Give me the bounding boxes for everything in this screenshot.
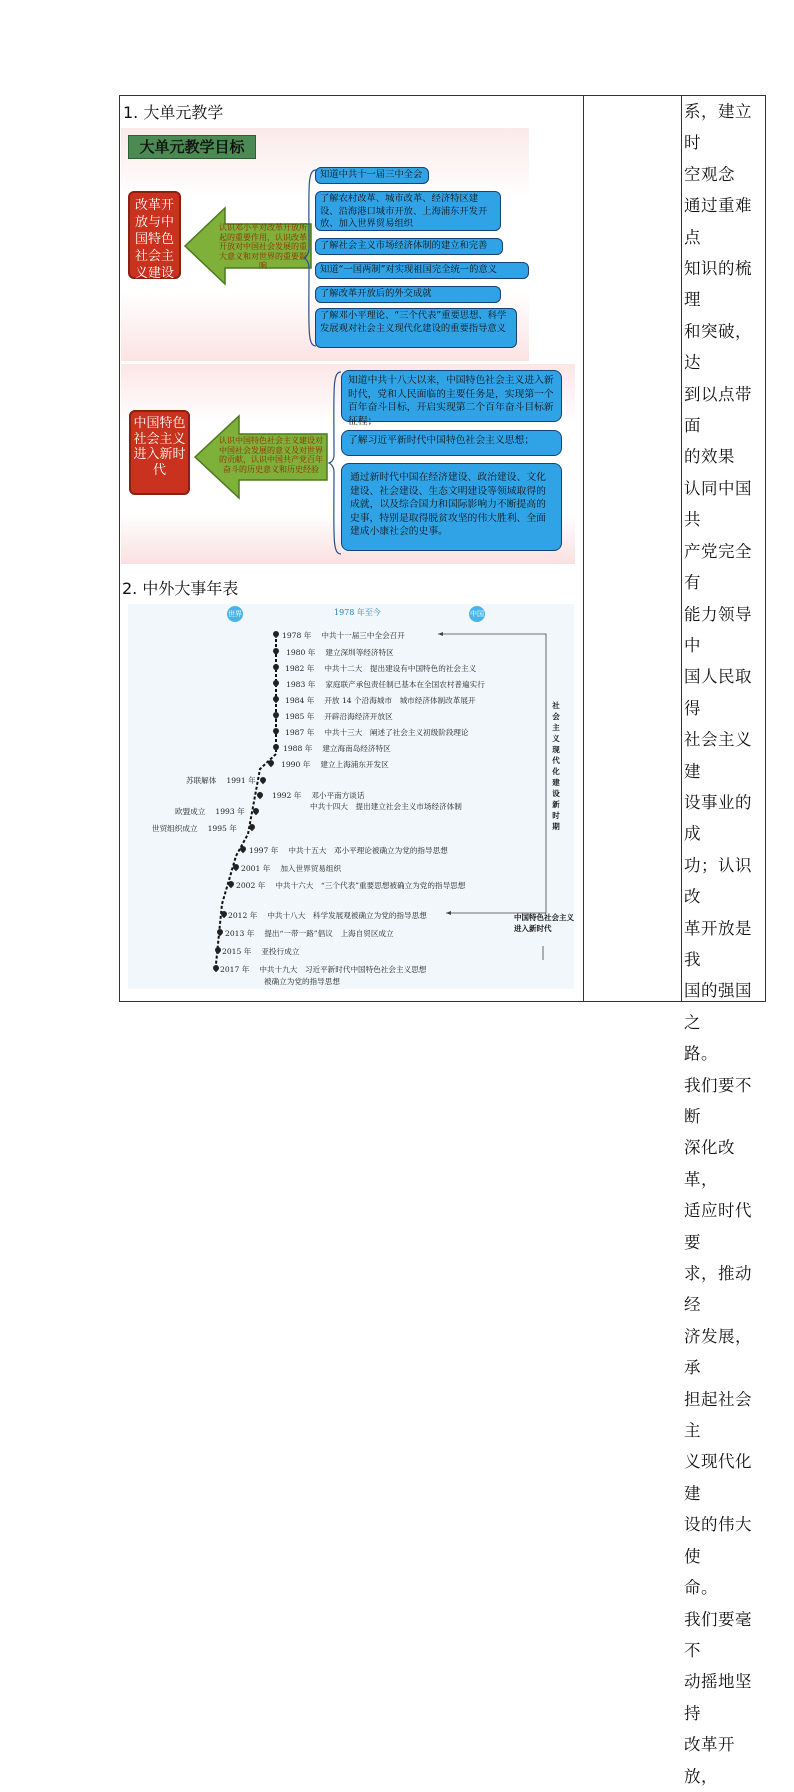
goal-item: 了解农村改革、城市改革、经济特区建设、沿海港口城市开放、上海浦东开发开放、加入世界贸易组织 — [315, 191, 501, 231]
timeline-event: 1992 年 邓小平南方谈话 — [272, 791, 365, 800]
timeline-event: 2002 年 中共十六大 “三个代表”重要思想被确立为党的指导思想 — [236, 881, 466, 890]
timeline-event: 1980 年 建立深圳等经济特区 — [286, 648, 394, 657]
timeline-event: 1997 年 中共十五大 邓小平理论被确立为党的指导思想 — [249, 846, 448, 855]
right-line: 空观念 — [684, 164, 735, 184]
china-head-badge: 中国 — [469, 606, 485, 622]
right-line: 动摇地坚持 — [684, 1672, 752, 1723]
new-era-label: 中国特色社会主义进入新时代 — [514, 913, 574, 933]
right-line: 革开放是我 — [684, 918, 752, 969]
world-event: 欧盟成立 1993 年 — [175, 807, 245, 816]
arrow-text: 认识邓小平对改革开放所起的重要作用，认识改革开放对中国社会发展的重大意义和对世界的重要影响 — [219, 223, 307, 270]
right-line: 设事业的成 — [684, 792, 752, 844]
right-line: 国的强国之 — [684, 981, 752, 1032]
right-line: 功；认识改 — [684, 855, 752, 907]
section-title-timeline: 2. 中外大事年表 — [122, 579, 239, 598]
timeline-event: 2001 年 加入世界贸易组织 — [241, 864, 342, 873]
right-line: 产党完全有 — [684, 541, 752, 593]
timeline-event: 1987 年 中共十三大 阐述了社会主义初级阶段理论 — [285, 728, 469, 737]
right-line: 路。 — [684, 1044, 718, 1064]
timeline-event: 1978 年 中共十一届三中全会召开 — [282, 631, 405, 640]
right-line: 系，建立时 — [684, 102, 752, 153]
right-line: 改革开放， — [684, 1735, 735, 1786]
goal-item: 知道中共十一届三中全会 — [315, 167, 429, 184]
right-line: 适应时代要 — [684, 1201, 752, 1252]
world-event: 苏联解体 1991 年 — [186, 776, 256, 785]
timeline-event: 1984 年 开放 14 个沿海城市 城市经济体制改革展开 — [285, 696, 476, 705]
goal-item: 了解习近平新时代中国特色社会主义思想； — [341, 430, 562, 456]
right-line: 义现代化建 — [684, 1452, 752, 1503]
timeline-event-line2: 中共十四大 提出建立社会主义市场经济体制 — [310, 802, 462, 811]
goal-item: 了解邓小平理论、“三个代表”重要思想、科学发展观对社会主义现代化建设的重要指导意义 — [315, 308, 517, 348]
section-title-unit: 1. 大单元教学 — [123, 103, 224, 122]
brace-shape — [328, 370, 342, 556]
right-line: 和突破，达 — [684, 321, 752, 373]
right-line: 能力领导中 — [684, 604, 752, 655]
right-line: 求，推动经 — [684, 1264, 752, 1315]
timeline-event: 2013 年 提出“一带一路”倡议 上海自贸区成立 — [225, 929, 394, 938]
right-line: 国人民取得 — [684, 667, 752, 718]
goal-item: 了解改革开放后的外交成就 — [315, 286, 501, 303]
red-label-box: 改革开放与中国特色社会主义建设 — [128, 191, 181, 279]
right-line: 深化改革， — [684, 1138, 735, 1189]
timeline-event: 2012 年 中共十八大 科学发展观被确立为党的指导思想 — [228, 911, 427, 920]
timeline-event: 1983 年 家庭联产承包责任制已基本在全国农村普遍实行 — [286, 680, 485, 689]
right-line: 知识的梳理 — [684, 259, 752, 310]
world-event: 世贸组织成立 1995 年 — [152, 824, 237, 833]
right-line: 设的伟大使 — [684, 1515, 752, 1566]
goals-panel-2 — [121, 364, 575, 564]
red-label-box: 中国特色社会主义进入新时代 — [129, 410, 190, 495]
right-line: 社会主义建 — [684, 730, 752, 781]
right-line: 的效果 — [684, 447, 735, 467]
right-line: 我们要毫不 — [684, 1609, 752, 1660]
right-line: 命。 — [684, 1578, 718, 1598]
timeline-event: 2017 年 中共十九大 习近平新时代中国特色社会主义思想 — [220, 965, 427, 974]
goal-item: 了解社会主义市场经济体制的建立和完善 — [315, 238, 503, 255]
world-head-badge: 世界 — [227, 606, 243, 622]
timeline-event: 1982 年 中共十二大 提出建设有中国特色的社会主义 — [285, 664, 477, 673]
right-line: 认同中国共 — [684, 478, 752, 530]
timeline-period: 1978 年至今 — [334, 608, 381, 617]
timeline-event-line2: 被确立为党的指导思想 — [264, 977, 340, 986]
goal-item: 知道“一国两制”对实现祖国完全统一的意义 — [315, 262, 529, 279]
timeline-event: 1985 年 开辟沿海经济开放区 — [285, 712, 393, 721]
right-line: 担起社会主 — [684, 1389, 752, 1441]
right-line: 济发展，承 — [684, 1326, 752, 1378]
goal-item: 通过新时代中国在经济建设、政治建设、文化建设、社会建设、生态文明建设等领域取得的成就，以及综合国力和国际影响力不断提高的史事，特别是取得脱贫攻坚的伟大胜利、全面建成小康社会的史事。 — [341, 463, 562, 551]
timeline-figure — [128, 604, 574, 989]
goals-panel-1 — [121, 128, 529, 361]
timeline-event: 1988 年 建立海南岛经济特区 — [283, 744, 391, 753]
goals-header: 大单元教学目标 — [128, 135, 256, 159]
right-line: 通过重难点 — [684, 196, 752, 247]
timeline-event: 2015 年 亚投行成立 — [222, 947, 300, 956]
right-column-text — [682, 96, 768, 1792]
bracket-label: 社会主义现代化建设新时期 — [552, 701, 560, 831]
right-line: 我们要不断 — [684, 1075, 752, 1126]
column-divider — [583, 96, 584, 1001]
right-line: 到以点带面 — [684, 384, 752, 436]
arrow-text: 认识中国特色社会主义建设对中国社会发展的意义及对世界的贡献，认识中国共产党百年奋斗的历史意义和历史经验 — [219, 436, 323, 474]
goal-item: 知道中共十八大以来，中国特色社会主义进入新时代，党和人民面临的主要任务是，实现第一个百年奋斗目标，开启实现第二个百年奋斗目标新征程； — [341, 370, 562, 422]
timeline-event: 1990 年 建立上海浦东开发区 — [281, 760, 389, 769]
